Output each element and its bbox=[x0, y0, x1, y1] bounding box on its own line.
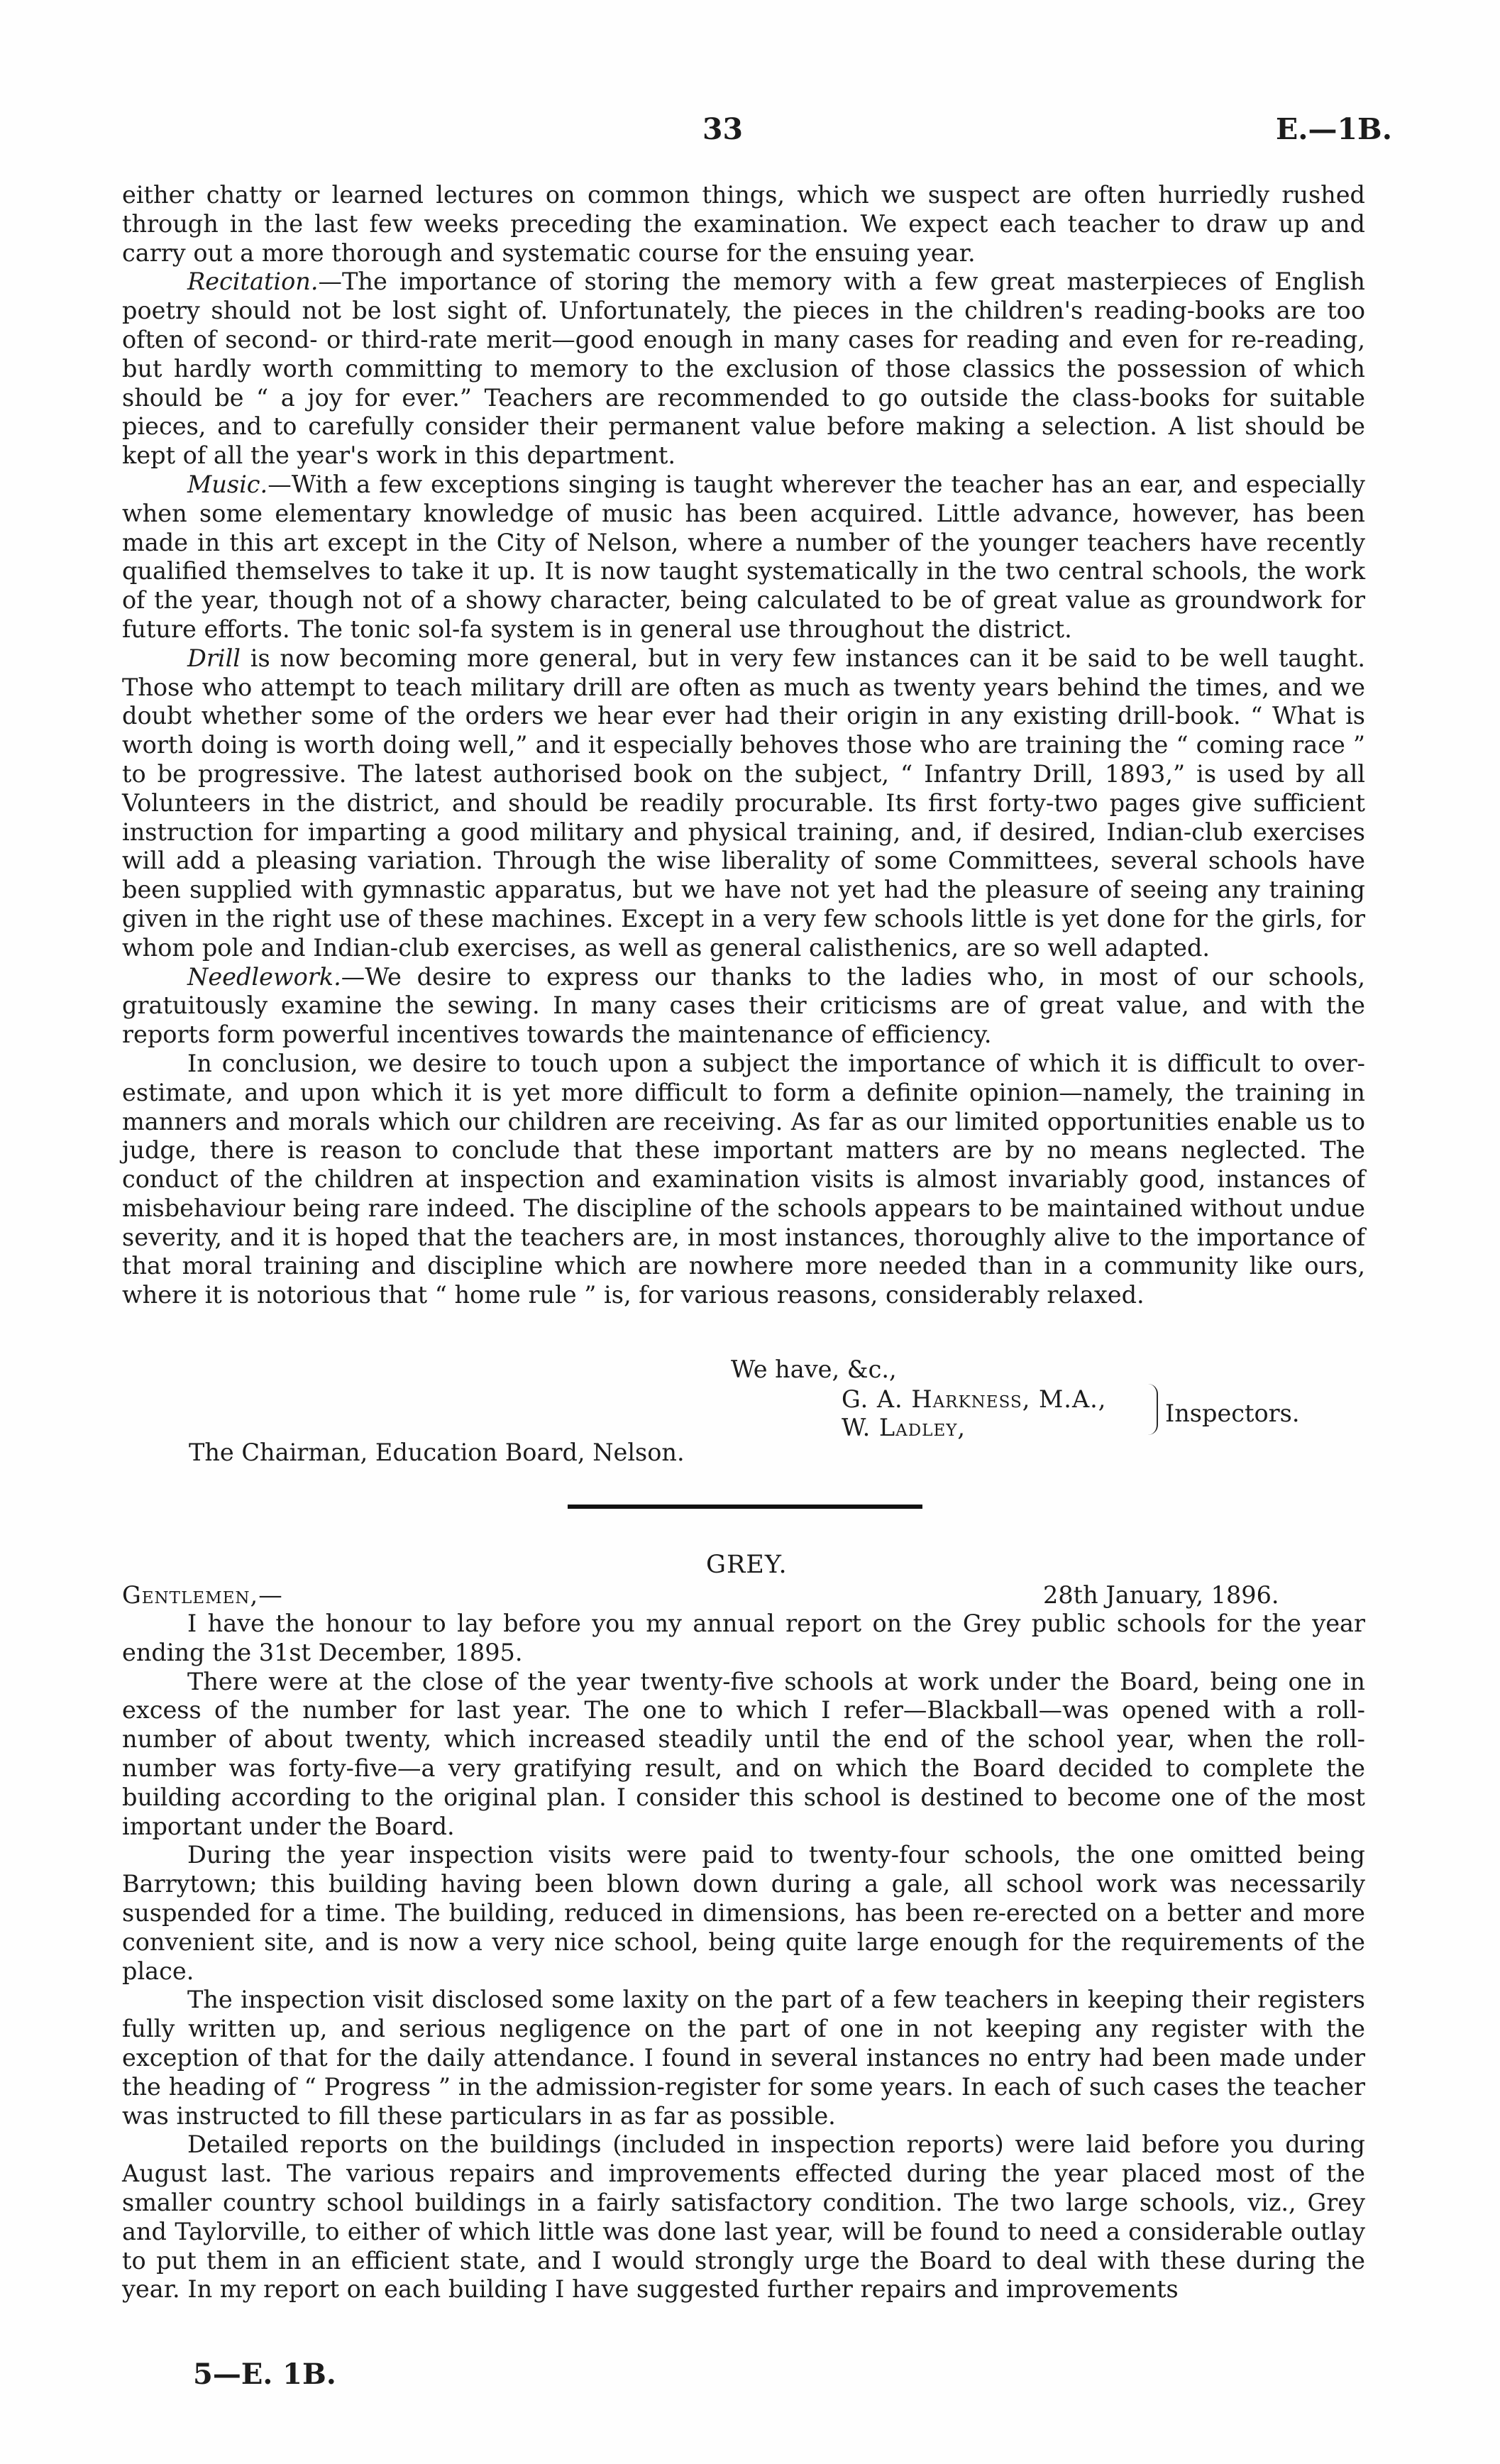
recitation-text: —The importance of storing the memory with a few great masterpieces of English poetry should not be lost sight of. Unfortunately, the pieces in the children's reading-books are too often of second- or third-rate merit—good enough in many cases for reading and even for re-reading, but hardly worth committing to memory to the exclusion of those classics the possession of which should be “ a joy for ever.” Teachers are recommended to go outside the class-books for suitable pieces, and to carefully consider their permanent value before making a selection. A list should be kept of all the year's work in this department. bbox=[122, 268, 1365, 470]
paragraph-schools: There were at the close of the year twenty-five schools at work under the Board, being one in excess of the number for last year. The one to which I refer—Blackball—was opened with a roll-number of about twenty, which increased steadily until the end of the school year, when the roll-number was forty-five—a very gratifying result, and on which the Board decided to complete the building according to the original plan. I consider this school is destined to become one of the most important under the Board. bbox=[122, 1667, 1365, 1840]
music-text: —With a few exceptions singing is taught wherever the teacher has an ear, and especially when some elementary knowledge of music has been acquired. Little advance, however, has been made in this art except in the City of Nelson, where a number of the younger teachers have recently qualified themselves to take it up. It is now taught systematically in the two central schools, the work of the year, though not of a showy character, being calculated to be of great value as groundwork for future efforts. The tonic sol-fa system is in general use throughout the district. bbox=[122, 470, 1365, 643]
signatory-role: Inspectors. bbox=[1165, 1399, 1300, 1427]
salutation: Gentlemen,— bbox=[122, 1581, 283, 1609]
footer-signature: 5—E. 1B. bbox=[193, 2358, 336, 2391]
closing-line: We have, &c., bbox=[731, 1355, 897, 1383]
signatory-ladley: W. Ladley, bbox=[842, 1414, 966, 1441]
paragraph-conclusion: In conclusion, we desire to touch upon a subject the importance of which it is difficult to over-estimate, and upon which it is yet more difficult to form a definite opinion—namely, the training in manners and morals which our children are receiving. As far as our limited opportunities enable us to judge, there is reason to conclude that these important matters are by no means neglected. The conduct of the children at inspection and examination visits is almost invariably good, instances of misbehaviour being rare indeed. The discipline of the schools appears to be maintained without undue severity, and it is hoped that the teachers are, in most instances, thoroughly alive to the importance of that moral training and discipline which are nowhere more needed than in a community like ours, where it is notorious that “ home rule ” is, for various reasons, considerably relaxed. bbox=[122, 1049, 1365, 1309]
signatory-brace bbox=[1144, 1384, 1158, 1435]
needlework-text: —We desire to express our thanks to the ladies who, in most of our schools, gratuitously examine the sewing. In many cases their criticisms are of great value, and with the reports form powerful incentives towards the maintenance of efficiency. bbox=[122, 962, 1365, 1049]
paragraph-lectures: either chatty or learned lectures on common things, which we suspect are often hurriedly rushed through in the last few weeks preceding the examination. We expect each teacher to draw up and carry out a more thorough and systematic course for the ensuing year. bbox=[122, 181, 1365, 267]
paragraph-registers: The inspection visit disclosed some laxity on the part of a few teachers in keeping their registers fully written up, and serious negligence on the part of one in not keeping any register with the exception of that for the daily attendance. I found in several instances no entry had been made under the heading of “ Progress ” in the admission-register for some years. In each of such cases the teacher was instructed to fill these particulars in as far as possible. bbox=[122, 1986, 1365, 2130]
paragraph-needlework bbox=[122, 963, 1365, 1050]
page-number: 33 bbox=[702, 112, 744, 146]
paragraph-introduction: I have the honour to lay before you my annual report on the Grey public schools for the year ending the 31st December, 1895. bbox=[122, 1610, 1365, 1666]
paragraph-recitation bbox=[122, 268, 1365, 471]
drill-heading: Drill bbox=[187, 644, 241, 672]
nelson-report-body bbox=[122, 181, 1365, 1310]
paragraph-buildings: Detailed reports on the buildings (included in inspection reports) were laid before you during August last. The various repairs and improvements effected during the year placed most of the smaller country school buildings in a fairly satisfactory condition. The two large schools, viz., Grey and Taylorville, to either of which little was done last year, will be found to need a considerable outlay to put them in an efficient state, and I would strongly urge the Board to deal with these during the year. In my report on each building I have suggested further repairs and improvements bbox=[122, 2130, 1365, 2304]
section-title-grey: GREY. bbox=[706, 1551, 788, 1579]
paragraph-drill bbox=[122, 644, 1365, 963]
needlework-heading: Needlework. bbox=[187, 962, 341, 991]
drill-text: is now becoming more general, but in very few instances can it be said to be well taught. Those who attempt to teach military drill are often as much as twenty years behind the times, and we doubt whether some of the orders we hear ever had their origin in any existing drill-book. “ What is worth doing is worth doing well,” and it especially behoves those who are training the “ coming race ” to be progressive. The latest authorised book on the subject, “ Infantry Drill, 1893,” is used by all Volunteers in the district, and should be readily procurable. Its first forty-two pages give sufficient instruction for imparting a good military and physical training, and, if desired, Indian-club exercises will add a pleasing variation. Through the wise liberality of some Committees, several schools have been supplied with gymnastic apparatus, but we have not yet had the pleasure of seeing any training given in the right use of these machines. Except in a very few schools little is yet done for the girls, for whom pole and Indian-club exercises, as well as general calisthenics, are so well adapted. bbox=[122, 644, 1365, 962]
addressee: The Chairman, Education Board, Nelson. bbox=[189, 1439, 685, 1466]
grey-report-body bbox=[122, 1610, 1365, 2304]
report-date: 28th January, 1896. bbox=[1043, 1581, 1279, 1609]
paragraph-inspection: During the year inspection visits were paid to twenty-four schools, the one omitted being Barrytown; this building having been blown down during a gale, all school work was necessarily suspended for a time. The building, reduced in dimensions, has been re-erected on a better and more convenient site, and is now a very nice school, being quite large enough for the requirements of the place. bbox=[122, 1841, 1365, 1985]
music-heading: Music. bbox=[187, 470, 268, 498]
paragraph-music bbox=[122, 471, 1365, 644]
signatory-harkness: G. A. Harkness, M.A., bbox=[842, 1385, 1107, 1413]
recitation-heading: Recitation. bbox=[187, 268, 319, 296]
section-divider bbox=[568, 1505, 922, 1509]
document-code: E.—1B. bbox=[1276, 112, 1392, 146]
